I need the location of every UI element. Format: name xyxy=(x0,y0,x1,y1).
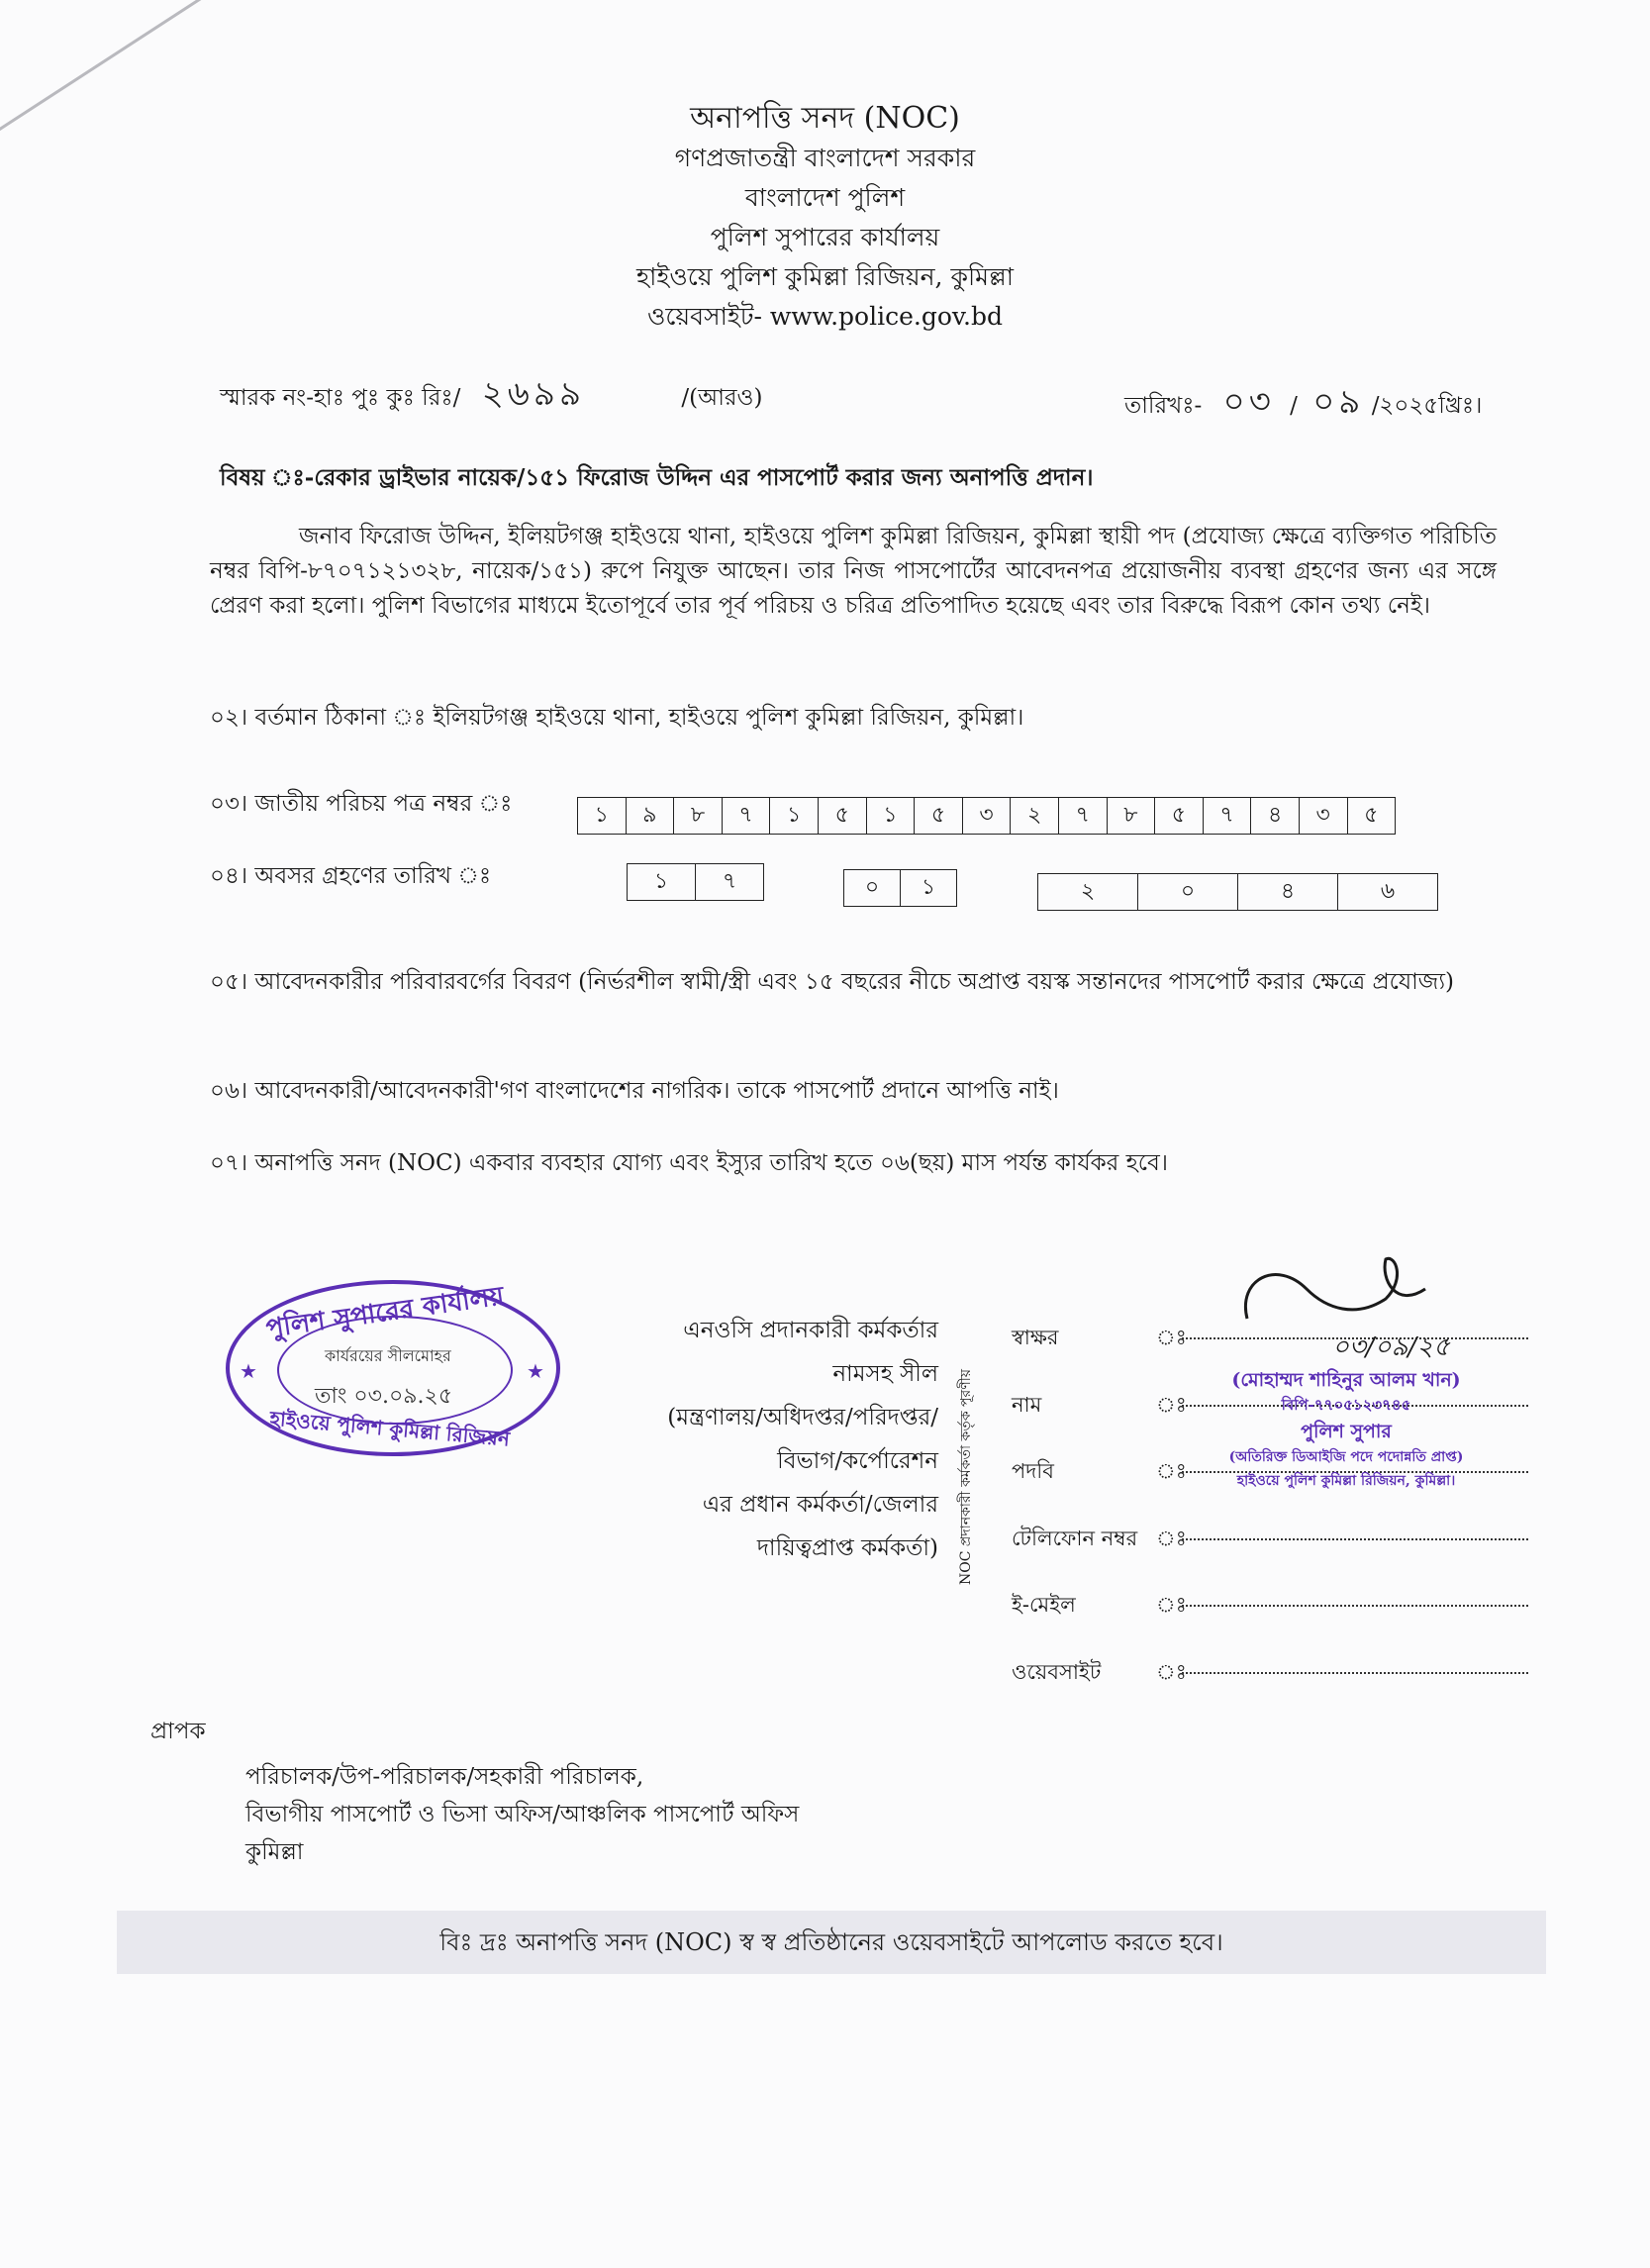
officer-line: দায়িত্বপ্রাপ্ত কর্মকর্তা) xyxy=(756,1535,938,1561)
seal-star-icon: ★ xyxy=(527,1359,544,1383)
officer-line: (মন্ত্রণালয়/অধিদপ্তর/পরিদপ্তর/ xyxy=(667,1405,938,1430)
seal-star-icon: ★ xyxy=(240,1359,257,1383)
header-title: অনাপত্তি সনদ (NOC) xyxy=(690,101,960,136)
name-field: নাম ঃ xyxy=(1012,1389,1041,1424)
signature-field: স্বাক্ষর ঃ xyxy=(1012,1322,1058,1356)
document-header xyxy=(0,99,1650,337)
signature-date: ০৩/০৯/২৫ xyxy=(1332,1332,1450,1362)
digit-box: ৬ xyxy=(1380,879,1396,904)
digit-box: ৪ xyxy=(1238,874,1338,910)
digit-box: ৯ xyxy=(627,798,675,834)
officer-line: এর প্রধান কর্মকর্তা/জেলার xyxy=(702,1492,938,1518)
vertical-note-text: NOC প্রদানকারী কর্মকর্তা কর্তৃক পূরণীয় xyxy=(958,1369,974,1585)
digit-box: ১ xyxy=(770,798,819,834)
officer-name-stamp: (মোহাম্মদ শাহিনুর আলম খান) xyxy=(1231,1369,1461,1391)
designation-field: পদবি ঃ xyxy=(1012,1455,1054,1490)
officer-line: নামসহ সীল xyxy=(832,1361,938,1387)
digit-box: ৭ xyxy=(723,798,771,834)
digit-box: ৫ xyxy=(819,798,867,834)
digit-box: ১ xyxy=(921,875,936,900)
seal-center-text: কার্যরয়ের সীলমোহর xyxy=(325,1346,451,1365)
digit-box: ৪ xyxy=(1251,798,1300,834)
header-office: পুলিশ সুপারের কার্যালয় xyxy=(710,223,940,251)
officer-bp-stamp: বিপি-৭৭০৫১২৩৭৪৫ xyxy=(1281,1396,1411,1414)
digit-box: ৩ xyxy=(1300,798,1348,834)
subject-line: বিষয় ঃ-রেকার ড্রাইভার নায়েক/১৫১ ফিরোজ উদ্দিন এর পাসপোর্ট করার জন্য অনাপত্তি প্রদান। xyxy=(220,464,1094,491)
nid-number-boxes xyxy=(577,797,1396,835)
designation-label: পদবি xyxy=(1012,1459,1054,1483)
officer-office-stamp: হাইওয়ে পুলিশ কুমিল্লা রিজিয়ন, কুমিল্লা। xyxy=(1236,1473,1456,1489)
item-retirement-label: ০৪। অবসর গ্রহণের তারিখ ঃ xyxy=(210,863,492,889)
recipient-label: প্রাপক xyxy=(150,1719,206,1744)
item-current-address: ০২। বর্তমান ঠিকানা ঃ ইলিয়টগঞ্জ হাইওয়ে থানা, হাইওয়ে পুলিশ কুমিল্লা রিজিয়ন, কুমিল্লা। xyxy=(210,705,1024,731)
digit-box: ৫ xyxy=(915,798,963,834)
recipient-line: কুমিল্লা xyxy=(245,1839,304,1865)
digit-box: ৩ xyxy=(963,798,1012,834)
officer-line: এনওসি প্রদানকারী কর্মকর্তার xyxy=(683,1318,938,1343)
item-family-details: ০৫। আবেদনকারীর পরিবারবর্গের বিবরণ (নির্ভরশীল স্বামী/স্ত্রী এবং ১৫ বছরের নীচে অপ্রাপ্ত বয়স্ক সন্তানদের পাসপোর্ট করার ক্ষেত্রে প্রযোজ্য) xyxy=(210,969,1454,995)
office-seal xyxy=(226,1280,560,1456)
retirement-day-boxes xyxy=(627,863,764,901)
website-field: ওয়েবসাইট ঃ xyxy=(1012,1656,1101,1691)
digit-box: ৮ xyxy=(1108,798,1156,834)
seal-top-text: পুলিশ সুপারের কার্যালয় xyxy=(263,1281,507,1344)
website-label: ওয়েবসাইট xyxy=(1012,1660,1102,1684)
memo-number-row xyxy=(220,368,762,425)
digit-box: ০ xyxy=(1138,874,1238,910)
footer-note: বিঃ দ্রঃ অনাপত্তি সনদ (NOC) স্ব স্ব প্রতিষ্ঠানের ওয়েবসাইটে আপলোড করতে হবে। xyxy=(117,1911,1546,1974)
item-nid-label: ০৩। জাতীয় পরিচয় পত্র নম্বর ঃ xyxy=(210,791,513,817)
retirement-year-boxes xyxy=(1037,873,1438,911)
digit-box: ৮ xyxy=(674,798,723,834)
header-government: গণপ্রজাতন্ত্রী বাংলাদেশ সরকার xyxy=(674,144,976,172)
header-website: ওয়েবসাইট- www.police.gov.bd xyxy=(646,302,1003,331)
digit-box: ৫ xyxy=(1155,798,1204,834)
signature-label: স্বাক্ষর xyxy=(1012,1326,1059,1349)
digit-box: ৭ xyxy=(1059,798,1108,834)
recipient-line: বিভাগীয় পাসপোর্ট ও ভিসা অফিস/আঞ্চলিক পাসপোর্ট অফিস xyxy=(245,1802,800,1827)
body-paragraph: জনাব ফিরোজ উদ্দিন, ইলিয়টগঞ্জ হাইওয়ে থানা, হাইওয়ে পুলিশ কুমিল্লা রিজিয়ন, কুমিল্লা স্থায়ী পদ (প্রযোজ্য ক্ষেত্রে ব্যক্তিগত পরিচিতি নম্বর বিপি-৮৭০৭১২১৩২৮, নায়েক/১৫১) রুপে নিযুক্ত আছেন। তার নিজ পাসপোর্টের আবেদনপত্র প্রয়োজনীয় ব্যবস্থা গ্রহণের জন্য এর সঙ্গে প্রেরণ করা হলো। পুলিশ বিভাগের মাধ্যমে ইতোপূর্বে তার পূর্ব পরিচয় ও চরিত্র প্রতিপাদিত হয়েছে এবং তার বিরুদ্ধে বিরূপ কোন তথ্য নেই। xyxy=(210,524,1497,619)
officer-block xyxy=(594,1309,938,1570)
phone-label: টেলিফোন নম্বর xyxy=(1012,1527,1138,1550)
digit-box: ২ xyxy=(1038,874,1138,910)
digit-box: ২ xyxy=(1011,798,1059,834)
phone-field: টেলিফোন নম্বর ঃ xyxy=(1012,1523,1137,1557)
seal-bottom-text: হাইওয়ে পুলিশ কুমিল্লা রিজিয়ন xyxy=(268,1406,511,1451)
digit-box: ৭ xyxy=(722,869,737,894)
item-validity: ০৭। অনাপত্তি সনদ (NOC) একবার ব্যবহার যোগ্য এবং ইস্যুর তারিখ হতে ০৬(ছয়) মাস পর্যন্ত কার্যকর হবে। xyxy=(210,1150,1168,1176)
header-region: হাইওয়ে পুলিশ কুমিল্লা রিজিয়ন, কুমিল্লা xyxy=(635,262,1015,291)
date-day: ০৩ xyxy=(1222,382,1275,422)
name-label: নাম xyxy=(1012,1393,1042,1417)
date-month: ০৯ xyxy=(1312,382,1365,422)
officer-title-stamp: পুলিশ সুপার xyxy=(1301,1421,1392,1442)
digit-box: ০ xyxy=(844,870,901,906)
date-label: তারিখঃ- xyxy=(1124,393,1203,419)
memo-number: ২৬৯৯ xyxy=(481,374,586,414)
digit-box: ১ xyxy=(578,798,627,834)
officer-note-stamp: (অতিরিক্ত ডিআইজি পদে পদোন্নতি প্রাপ্ত) xyxy=(1228,1449,1464,1465)
recipient-address xyxy=(245,1758,799,1871)
email-field: ই-মেইল ঃ xyxy=(1012,1589,1076,1624)
digit-box: ৭ xyxy=(1204,798,1252,834)
memo-label: স্মারক নং-হাঃ পুঃ কুঃ রিঃ/ xyxy=(220,385,461,411)
email-label: ই-মেইল xyxy=(1012,1593,1076,1617)
digit-box: ১ xyxy=(867,798,916,834)
date-year: /২০২৫খ্রিঃ। xyxy=(1371,393,1483,419)
vertical-note xyxy=(956,1327,976,1624)
digit-box: ১ xyxy=(628,864,696,900)
retirement-month-boxes xyxy=(843,869,957,907)
digit-box: ৫ xyxy=(1364,803,1379,828)
item-citizenship: ০৬। আবেদনকারী/আবেদনকারী'গণ বাংলাদেশের নাগরিক। তাকে পাসপোর্ট প্রদানে আপত্তি নাই। xyxy=(210,1078,1059,1104)
seal-date: তাং ০৩.০৯.২৫ xyxy=(315,1384,453,1409)
recipient-line: পরিচালক/উপ-পরিচালক/সহকারী পরিচালক, xyxy=(245,1764,644,1790)
memo-suffix: /(আরও) xyxy=(681,385,763,411)
handwritten-signature xyxy=(1237,1249,1495,1338)
officer-line: বিভাগ/কর্পোরেশন xyxy=(777,1448,938,1474)
header-police: বাংলাদেশ পুলিশ xyxy=(744,183,906,212)
memo-date-row: তারিখঃ- ০৩ / ০৯ /২০২৫খ্রিঃ। xyxy=(1124,382,1483,422)
